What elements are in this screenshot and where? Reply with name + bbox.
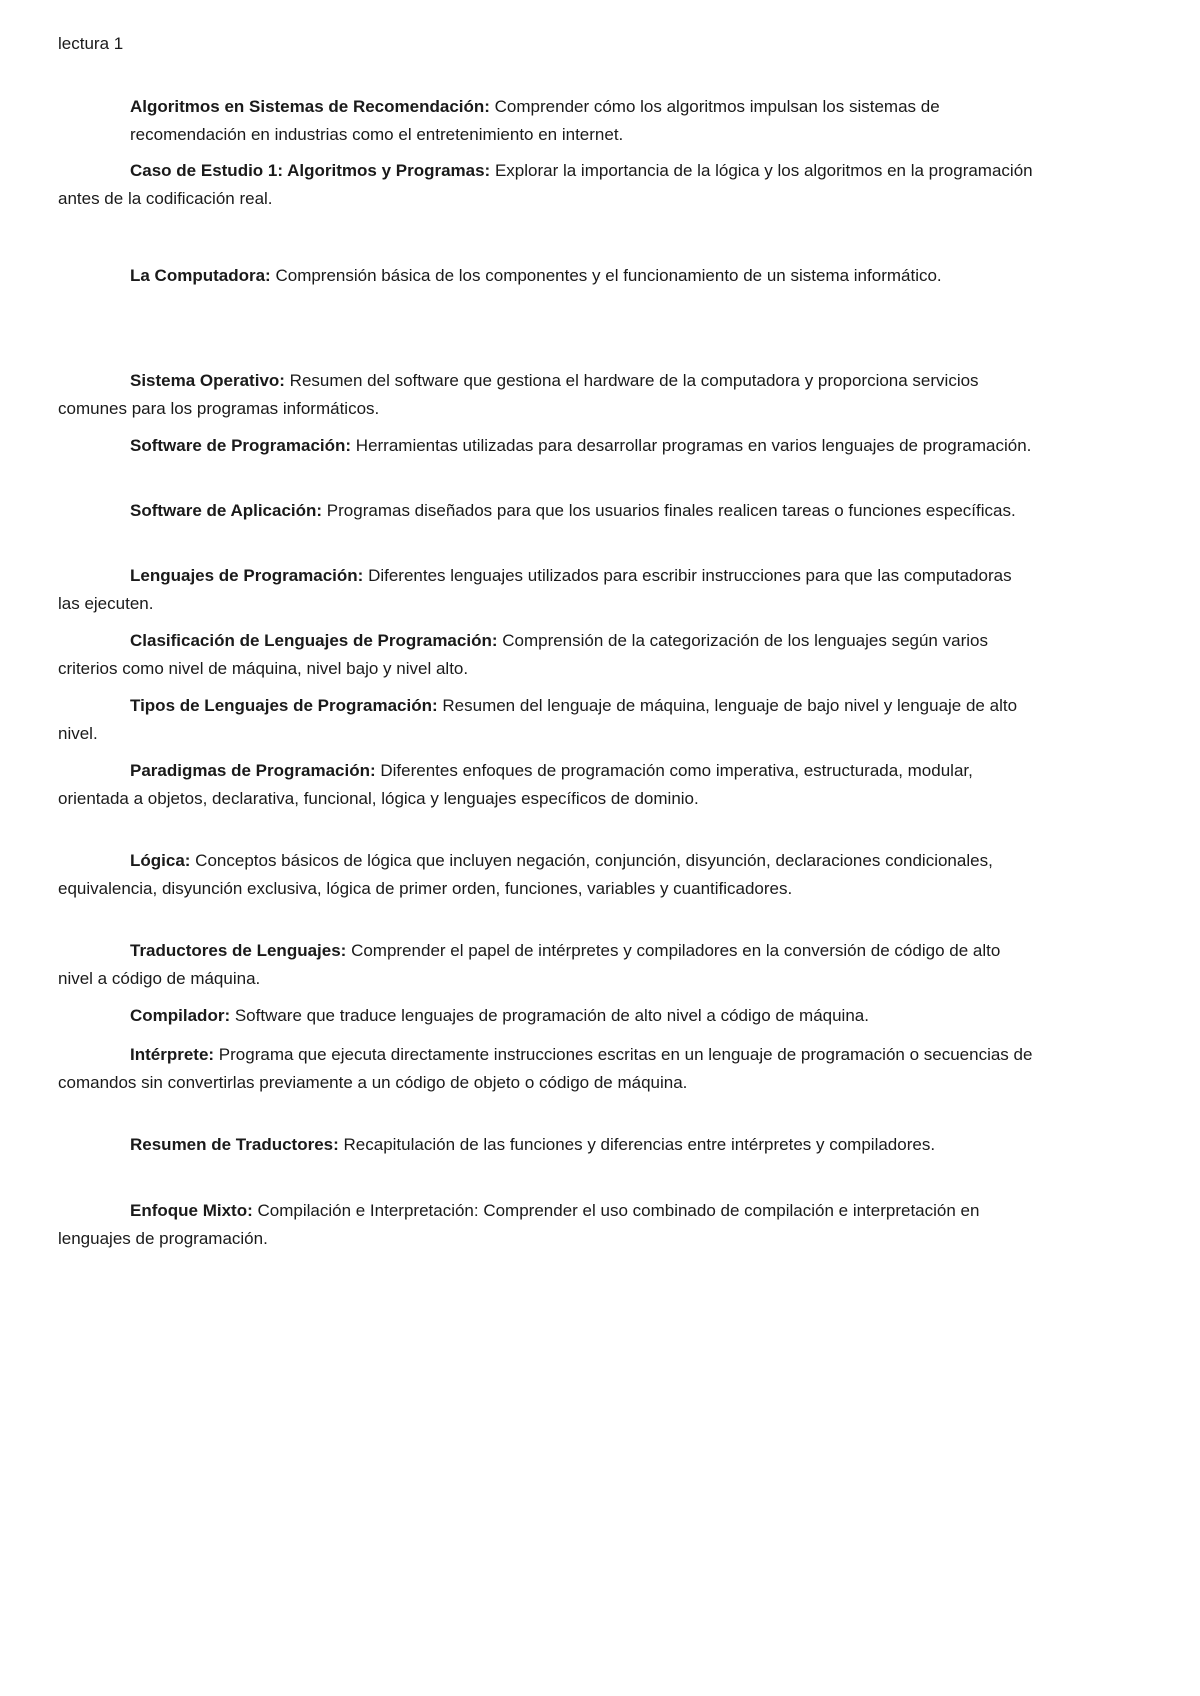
paragraph-term: Lógica: [130, 851, 191, 870]
paragraph-traductores [58, 937, 1038, 992]
paragraph-sistema-operativo [58, 367, 1038, 422]
document-title: lectura 1 [58, 34, 124, 53]
paragraph-text: Software que traduce lenguajes de programación de alto nivel a código de máquina. [230, 1006, 869, 1025]
paragraph-term: Compilador: [130, 1006, 231, 1025]
paragraph-term: Paradigmas de Programación: [130, 761, 376, 780]
paragraph-text: Diferentes enfoques de programación como imperativa, estructurada, modular, orientada a objetos, declarativa, funcional, lógica y lenguajes específicos de dominio. [58, 761, 973, 808]
paragraph-text: Comprender el papel de intérpretes y compiladores en la conversión de código de alto nivel a código de máquina. [58, 941, 1001, 988]
paragraph-text: Resumen del lenguaje de máquina, lenguaje de bajo nivel y lenguaje de alto nivel. [58, 696, 1018, 743]
paragraph-logica [58, 847, 1038, 902]
paragraph-lenguajes-programacion [58, 562, 1038, 617]
paragraph-term: Enfoque Mixto: [130, 1201, 253, 1220]
paragraph-term: Traductores de Lenguajes: [130, 941, 347, 960]
paragraph-text: Programa que ejecuta directamente instrucciones escritas en un lenguaje de programación o secuencias de comandos sin convertirlas previamente a un código de objeto o código de máquina. [58, 1045, 1033, 1092]
paragraph-software-aplicacion [58, 497, 1038, 525]
paragraph-term: Caso de Estudio 1: Algoritmos y Programas: [130, 161, 491, 180]
paragraph-paradigmas [58, 757, 1038, 812]
paragraph-term: Software de Programación: [130, 436, 352, 455]
paragraph-text: Compilación e Interpretación: Comprender el uso combinado de compilación e interpretación en lenguajes de programación. [58, 1201, 980, 1248]
paragraph-text: Resumen del software que gestiona el hardware de la computadora y proporciona servicios comunes para los programas informáticos. [58, 371, 979, 418]
paragraph-caso-estudio [58, 157, 1038, 212]
paragraph-software-programacion [58, 432, 1038, 460]
paragraph-term: Sistema Operativo: [130, 371, 285, 390]
paragraph-enfoque-mixto [58, 1197, 1038, 1252]
paragraph-text: Diferentes lenguajes utilizados para escribir instrucciones para que las computadoras las ejecuten. [58, 566, 1012, 613]
paragraph-text: Programas diseñados para que los usuarios finales realicen tareas o funciones específicas. [322, 501, 1016, 520]
paragraph-text: Herramientas utilizadas para desarrollar programas en varios lenguajes de programación. [351, 436, 1032, 455]
paragraph-algoritmos-recomendacion [130, 93, 990, 148]
paragraph-resumen-traductores [58, 1131, 1038, 1159]
paragraph-term: Lenguajes de Programación: [130, 566, 364, 585]
paragraph-compilador [58, 1002, 1038, 1030]
paragraph-term: Algoritmos en Sistemas de Recomendación: [130, 97, 490, 116]
paragraph-text: Comprender cómo los algoritmos impulsan los sistemas de recomendación en industrias como el entretenimiento en internet. [130, 97, 940, 144]
paragraph-interprete [58, 1041, 1038, 1096]
paragraph-term: La Computadora: [130, 266, 271, 285]
paragraph-text: Comprensión de la categorización de los lenguajes según varios criterios como nivel de máquina, nivel bajo y nivel alto. [58, 631, 988, 678]
paragraph-text: Conceptos básicos de lógica que incluyen negación, conjunción, disyunción, declaraciones condicionales, equivalencia, disyunción exclusiva, lógica de primer orden, funciones, variables y cuantificadores. [58, 851, 993, 898]
paragraph-term: Resumen de Traductores: [130, 1135, 339, 1154]
paragraph-text: Explorar la importancia de la lógica y los algoritmos en la programación antes de la codificación real. [58, 161, 1033, 208]
paragraph-text: Recapitulación de las funciones y diferencias entre intérpretes y compiladores. [338, 1135, 936, 1154]
paragraph-term: Intérprete: [130, 1045, 215, 1064]
paragraph-term: Software de Aplicación: [130, 501, 323, 520]
paragraph-la-computadora [58, 262, 1038, 290]
paragraph-clasificacion-lenguajes [58, 627, 1038, 682]
paragraph-term: Tipos de Lenguajes de Programación: [130, 696, 438, 715]
paragraph-term: Clasificación de Lenguajes de Programación: [130, 631, 498, 650]
paragraph-tipos-lenguajes [58, 692, 1038, 747]
paragraph-text: Comprensión básica de los componentes y el funcionamiento de un sistema informático. [270, 266, 942, 285]
